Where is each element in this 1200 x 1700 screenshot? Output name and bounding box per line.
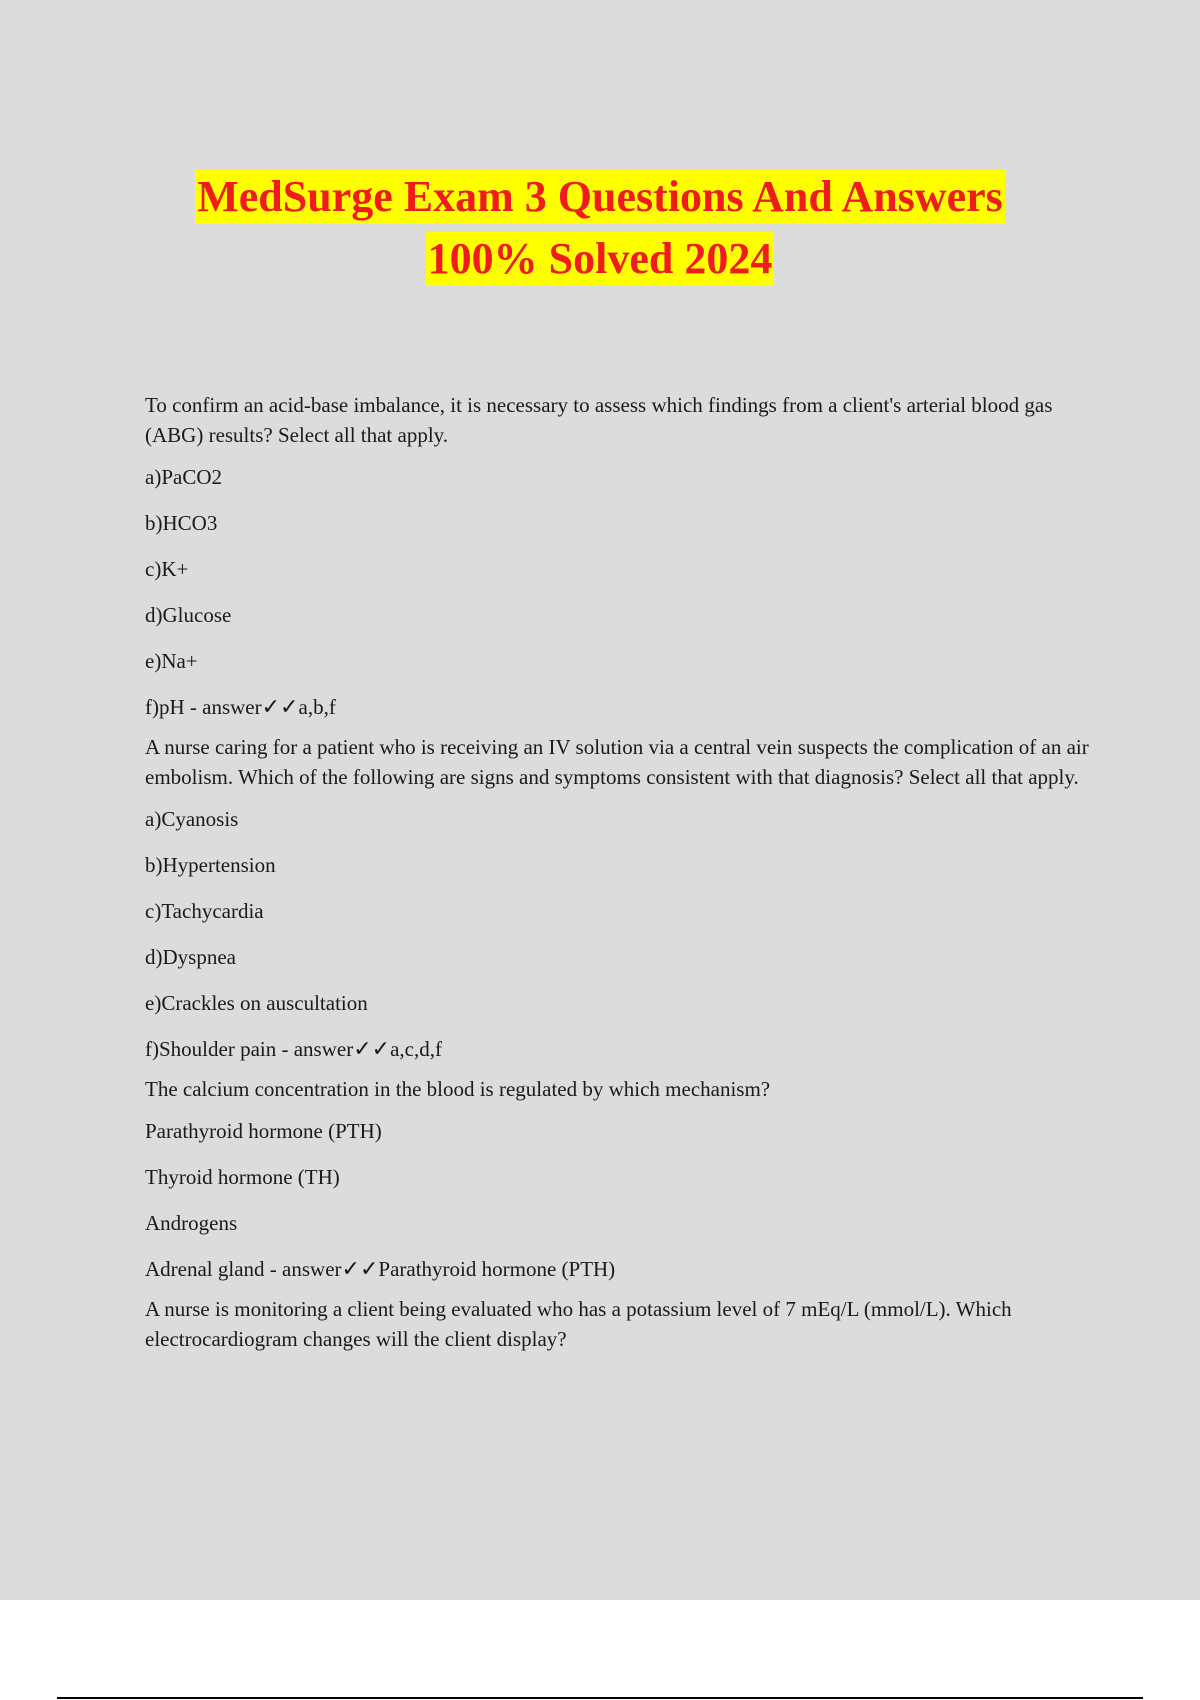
answer-line xyxy=(145,1254,1095,1284)
question-stem: The calcium concentration in the blood is regulated by which mechanism? xyxy=(145,1077,771,1101)
question-list xyxy=(145,390,1095,1366)
question-stem: To confirm an acid-base imbalance, it is necessary to assess which findings from a client's arterial blood gas (ABG) results? Select all that apply. xyxy=(145,393,1053,447)
question-stem: A nurse is monitoring a client being evaluated who has a potassium level of 7 mEq/L (mmol/L). Which electrocardiogram changes will the client display? xyxy=(145,1297,1012,1351)
answer-line xyxy=(145,1034,1095,1064)
answer-option: Thyroid hormone (TH) xyxy=(145,1165,340,1189)
answer-option: d)Dyspnea xyxy=(145,945,236,969)
answer-option: e)Crackles on auscultation xyxy=(145,991,368,1015)
answer-option: a)Cyanosis xyxy=(145,807,239,831)
answer-option: Parathyroid hormone (PTH) xyxy=(145,1119,382,1143)
answer-option: e)Na+ xyxy=(145,649,198,673)
document-title xyxy=(0,170,1200,294)
check-mark: ✓✓ xyxy=(353,1037,391,1062)
answer-option: Adrenal gland - answer xyxy=(145,1257,342,1281)
answer-key: a,c,d,f xyxy=(390,1037,442,1061)
answer-key: Parathyroid hormone (PTH) xyxy=(378,1257,616,1281)
answer-option: f)pH - answer xyxy=(145,695,262,719)
answer-option: Androgens xyxy=(145,1211,238,1235)
answer-option: c)Tachycardia xyxy=(145,899,264,923)
title-line-1: MedSurge Exam 3 Questions And Answers xyxy=(195,170,1005,224)
answer-option: b)Hypertension xyxy=(145,853,276,877)
answer-line xyxy=(145,692,1095,722)
check-mark: ✓✓ xyxy=(341,1257,379,1282)
answer-option: d)Glucose xyxy=(145,603,232,627)
footer-rule xyxy=(57,1697,1143,1699)
answer-option: f)Shoulder pain - answer xyxy=(145,1037,354,1061)
answer-option: a)PaCO2 xyxy=(145,465,222,489)
title-line-2: 100% Solved 2024 xyxy=(426,232,775,286)
answer-key: a,b,f xyxy=(298,695,336,719)
check-mark: ✓✓ xyxy=(261,695,299,720)
answer-option: c)K+ xyxy=(145,557,189,581)
question-stem: A nurse caring for a patient who is receiving an IV solution via a central vein suspects the complication of an air embolism. Which of the following are signs and symptoms consistent with that diagnosis? Select all that apply. xyxy=(145,735,1089,789)
answer-option: b)HCO3 xyxy=(145,511,218,535)
